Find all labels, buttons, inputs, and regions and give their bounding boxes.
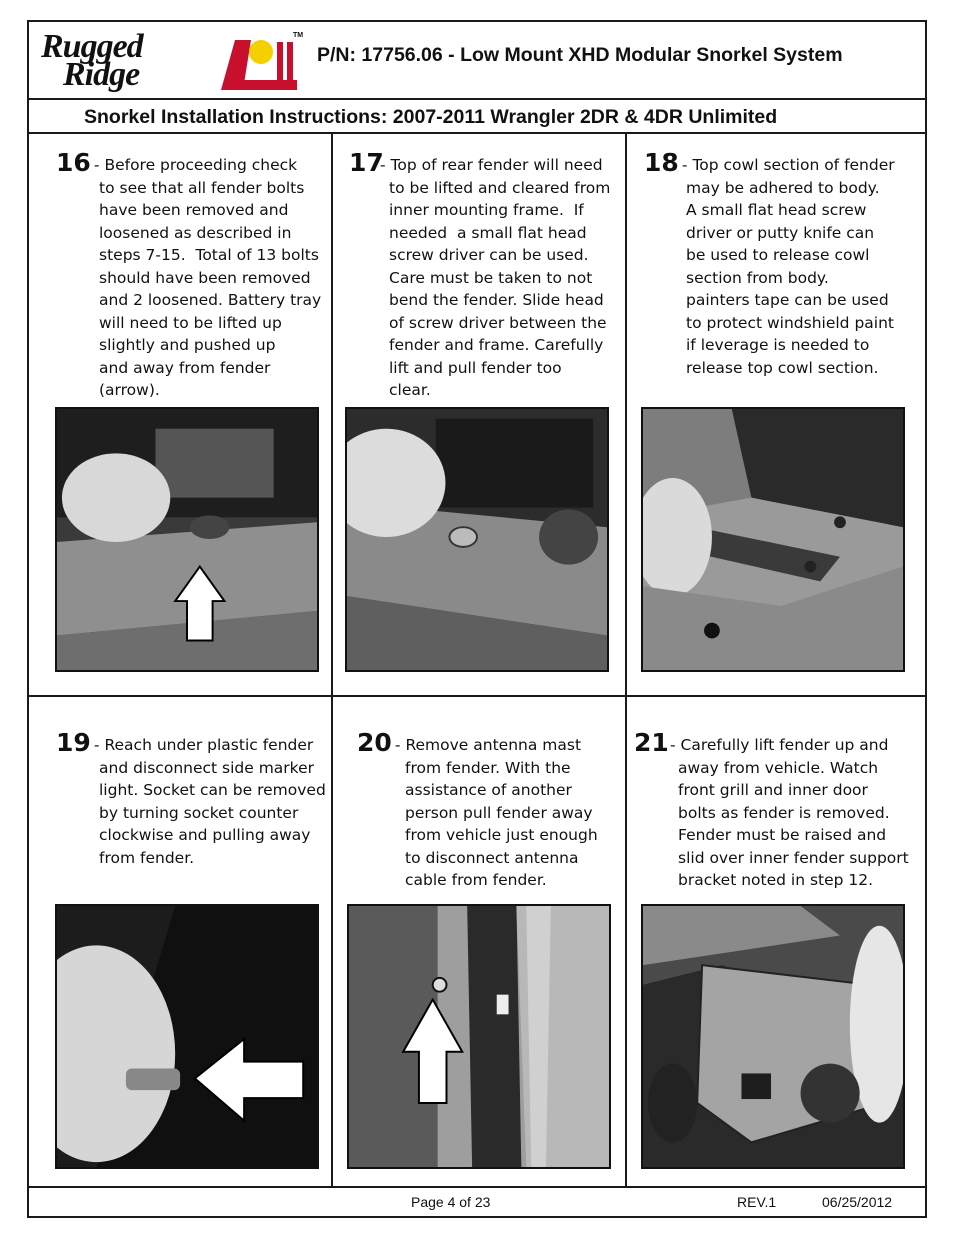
header-row	[29, 22, 925, 100]
step-19	[56, 728, 326, 914]
step-text: to see that all fender bolts have been removed and loosened as described in steps 7-15. Total of 13 bolts should have been removed and 2 loosened. Battery tray will need to be lifted up slightly and pushed up and away from fender (arrow).	[99, 178, 322, 399]
page-frame	[27, 20, 927, 1218]
step-number: 16	[56, 148, 91, 177]
step-first-line: - Reach under plastic fender	[89, 736, 314, 754]
step-number: 21	[634, 728, 669, 757]
step-number: 20	[357, 728, 392, 757]
subtitle-row	[29, 100, 925, 134]
trademark-symbol: TM	[293, 32, 304, 39]
column-divider-2	[625, 134, 627, 1186]
column-divider-1	[331, 134, 333, 1186]
step-text: away from vehicle. Watch front grill and inner door bolts as fender is removed. Fender must be raised and slid over inner fender support bracket noted in step 12.	[678, 758, 909, 889]
revision: REV.1	[737, 1194, 777, 1210]
footer-row	[29, 1186, 925, 1218]
step-first-line: - Top of rear fender will need	[380, 156, 603, 174]
logo-mark-icon	[221, 32, 297, 90]
step-first-line: - Carefully lift fender up and	[670, 736, 889, 754]
part-number-title: P/N: 17756.06 - Low Mount XHD Modular Snorkel System	[317, 44, 843, 66]
step-21	[634, 728, 924, 914]
rugged-ridge-logo	[37, 28, 307, 92]
installation-subtitle: Snorkel Installation Instructions: 2007-2011 Wrangler 2DR & 4DR Unlimited	[84, 106, 778, 128]
row-divider	[29, 695, 925, 697]
step-18-photo	[641, 407, 905, 672]
step-text: from fender. With the assistance of another person pull fender away from vehicle just enough to disconnect antenna cable from fender.	[405, 758, 598, 889]
step-number: 18	[644, 148, 679, 177]
logo-text-rugged: Rugged	[41, 28, 143, 65]
step-18	[644, 148, 924, 404]
step-17	[349, 148, 619, 404]
step-first-line: - Before proceeding check	[89, 156, 298, 174]
step-20	[357, 728, 625, 914]
step-text: may be adhered to body. A small flat head screw driver or putty knife can be used to release cowl section from body. painters tape can be used to protect windshield paint if leverage is needed to release top cowl section.	[686, 178, 894, 377]
step-19-photo	[55, 904, 319, 1169]
step-first-line: - Top cowl section of fender	[677, 156, 895, 174]
step-16	[56, 148, 326, 404]
revision-date: 06/25/2012	[822, 1194, 893, 1210]
step-17-photo	[345, 407, 609, 672]
step-20-photo	[347, 904, 611, 1169]
step-text: to be lifted and cleared from inner mounting frame. If needed a small flat head screw driver can be used. Care must be taken to not bend the fender. Slide head of screw driver between the fender and frame. Carefully lift and pull fender too clear.	[389, 178, 611, 399]
step-first-line: - Remove antenna mast	[390, 736, 582, 754]
step-21-photo	[641, 904, 905, 1169]
step-16-photo	[55, 407, 319, 672]
step-text: and disconnect side marker light. Socket can be removed by turning socket counter clockwise and pulling away from fender.	[99, 758, 326, 867]
step-number: 19	[56, 728, 91, 757]
page-number: Page 4 of 23	[411, 1194, 491, 1210]
logo-text-ridge: Ridge	[63, 56, 140, 93]
step-number: 17	[349, 148, 384, 177]
